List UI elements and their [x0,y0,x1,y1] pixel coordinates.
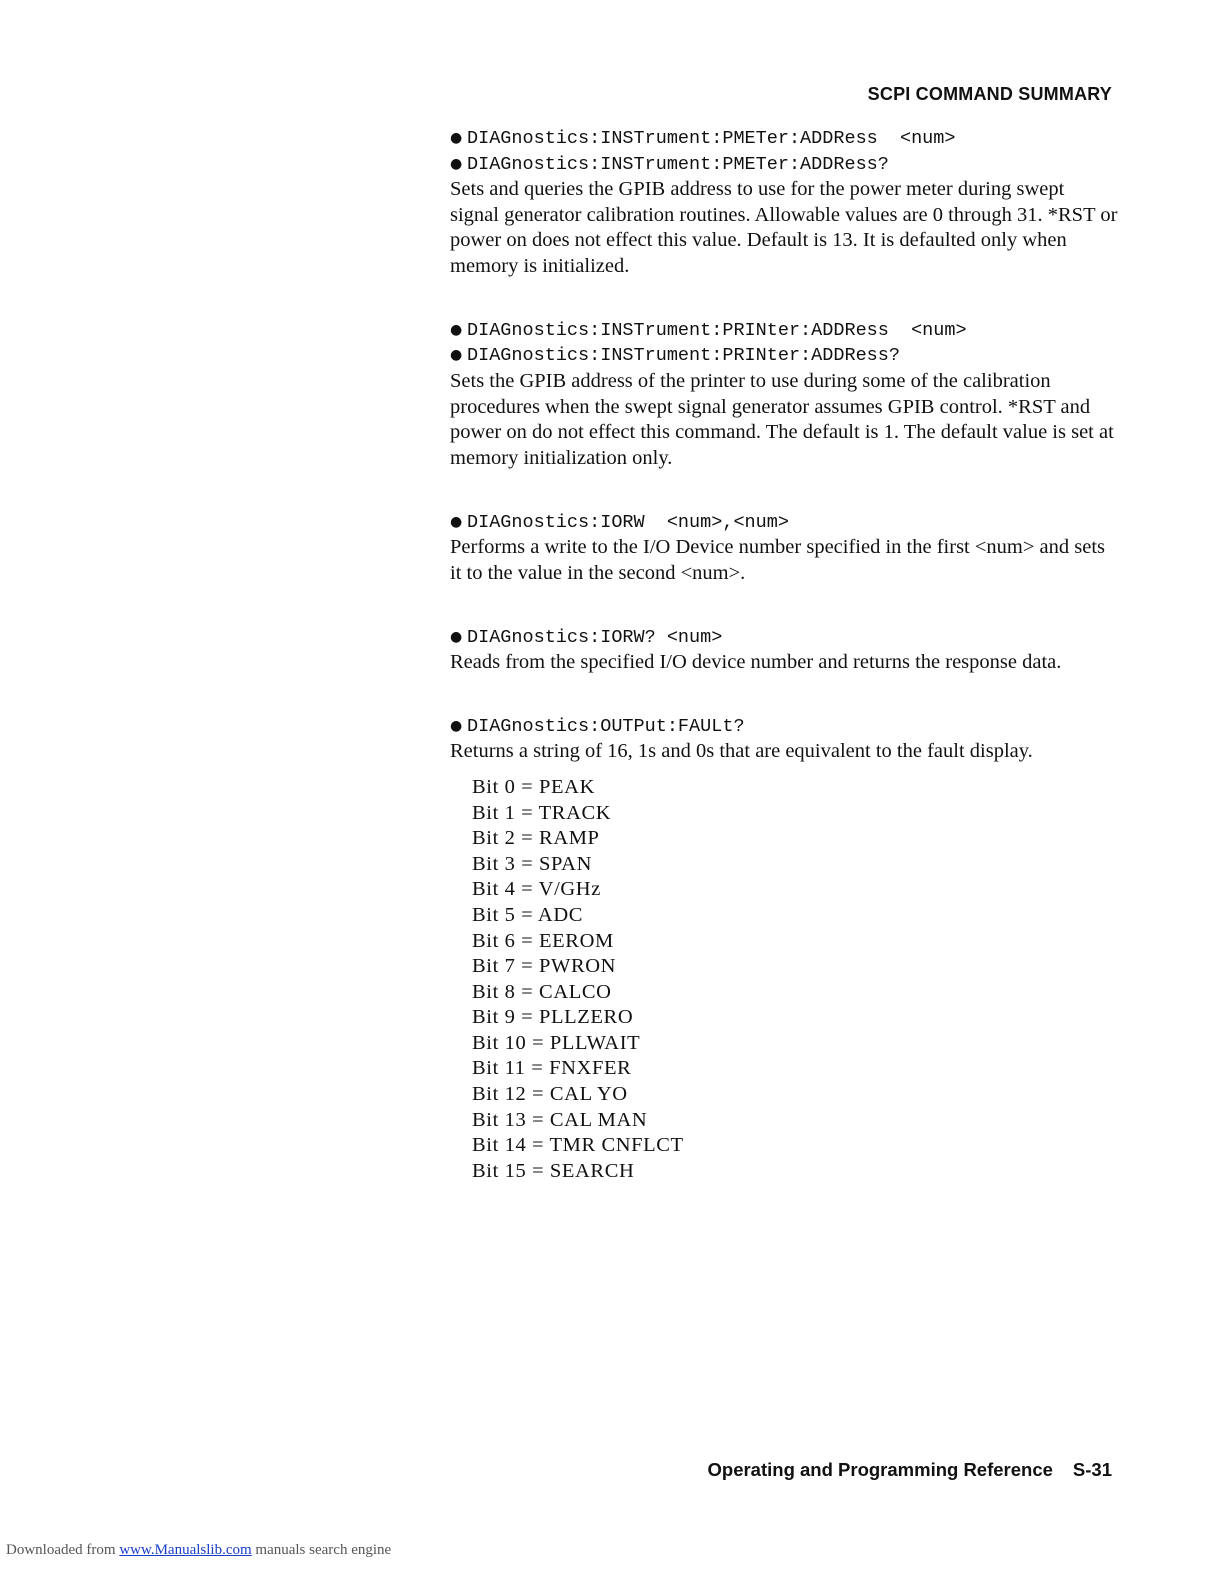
fault-bit-item: Bit 4 = V/GHz [472,878,601,901]
command-text: DIAGnostics:OUTPut:FAULt? [467,715,745,737]
command-text: DIAGnostics:INSTrument:PRINter:ADDRess? [467,345,900,367]
command-line [450,343,1118,369]
section-header: SCPI COMMAND SUMMARY [867,84,1112,104]
command-description: Reads from the specified I/O device number and returns the response data. [450,651,1062,674]
bullet-icon: ● [450,321,463,338]
command-text: DIAGnostics:INSTrument:PRINter:ADDRess <num> [467,319,967,341]
command-entry-pmeter [450,126,1118,280]
fault-bit-item: Bit 5 = ADC [472,903,584,926]
command-entry-iorw [450,510,1118,587]
command-line [450,318,1118,344]
fault-bit-item: Bit 15 = SEARCH [472,1159,635,1182]
fault-bit-item: Bit 8 = CALCO [472,980,612,1003]
bullet-icon: ● [450,130,463,146]
fault-bit-item: Bit 9 = PLLZERO [472,1006,634,1029]
command-line [450,126,1118,152]
download-suffix: manuals search engine [255,1542,392,1558]
bullet-icon: ● [450,347,463,364]
bullet-icon: ● [450,155,463,172]
command-text: DIAGnostics:IORW <num>,<num> [467,511,789,533]
fault-bit-item: Bit 6 = EEROM [472,929,614,952]
command-entry-iorw-query [450,625,1118,676]
fault-bit-item: Bit 3 = SPAN [472,852,592,875]
command-line [450,625,1118,651]
page-footer [708,1459,1113,1481]
command-description: Sets and queries the GPIB address to use for the power meter during swept signal generator calibration routines. Allowable values are 0 through 31. *RST or power on does not effect this value. Default is 13. It is defaulted only when memory is initialized. [450,178,1118,278]
command-description: Returns a string of 16, 1s and 0s that are equivalent to the fault display. [450,740,1033,763]
fault-bit-item: Bit 10 = PLLWAIT [472,1031,641,1054]
command-entry-printer [450,318,1118,472]
bullet-icon: ● [450,628,463,645]
command-text: DIAGnostics:INSTrument:PMETer:ADDRess <num> [467,128,956,149]
fault-bit-item: Bit 11 = FNXFER [472,1057,632,1080]
command-text: DIAGnostics:INSTrument:PMETer:ADDRess? [467,153,889,175]
command-line [450,714,1118,740]
fault-bit-item: Bit 1 = TRACK [472,801,612,824]
manualslib-link[interactable]: www.Manualslib.com [119,1542,252,1558]
command-list [450,126,1118,1222]
fault-bit-item: Bit 12 = CAL YO [472,1083,628,1106]
command-entry-fault [450,714,1118,1185]
fault-bit-item: Bit 0 = PEAK [472,775,595,798]
bullet-icon: ● [450,717,463,734]
footer-book-title: Operating and Programming Reference [707,1459,1053,1480]
bullet-icon: ● [450,513,463,530]
command-line [450,152,1118,178]
fault-bit-list [450,775,1118,1185]
command-line [450,510,1118,536]
command-text: DIAGnostics:IORW? <num> [467,626,723,648]
fault-bit-item: Bit 7 = PWRON [472,955,617,978]
command-description: Performs a write to the I/O Device number specified in the first <num> and sets it to the value in the second <num>. [450,536,1106,584]
download-prefix: Downloaded from [6,1542,116,1558]
command-description: Sets the GPIB address of the printer to use during some of the calibration procedures when the swept signal generator assumes GPIB control. *RST and power on do not effect this command. The default is 1. The default value is set at memory initialization only. [450,369,1114,469]
download-note [6,1542,391,1559]
fault-bit-item: Bit 13 = CAL MAN [472,1108,648,1131]
page-number: S-31 [1072,1459,1112,1480]
fault-bit-item: Bit 14 = TMR CNFLCT [472,1134,684,1157]
fault-bit-item: Bit 2 = RAMP [472,827,600,850]
